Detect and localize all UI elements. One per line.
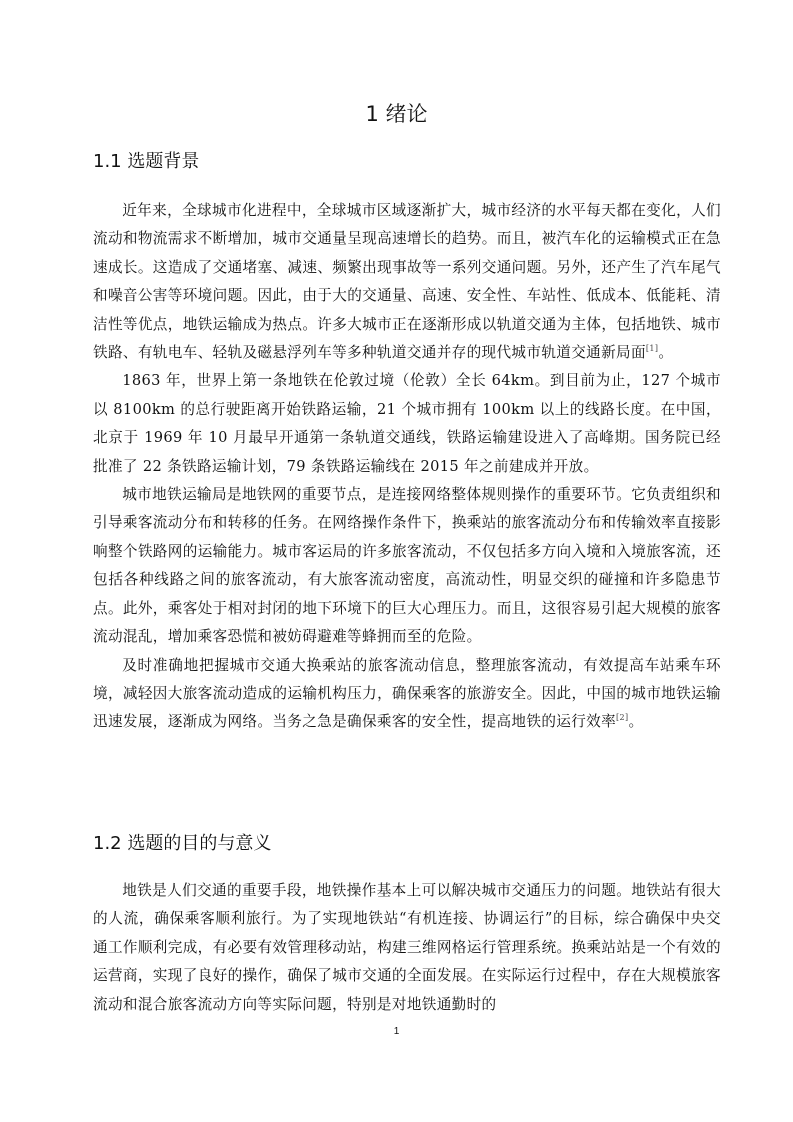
section-body-background (93, 197, 721, 737)
paragraph (93, 197, 721, 367)
paragraph-text: 及时准确地把握城市交通大换乘站的旅客流动信息，整理旅客流动，有效提高车站乘车环境，减轻因大旅客流动造成的运输机构压力，确保乘客的旅游安全。因此，中国的城市地铁运输迅速发展，逐渐成为网络。当务之急是确保乘客的安全性，提高地铁的运行效率 (93, 656, 721, 731)
paragraph (93, 877, 721, 1019)
paragraph-end-punct: 。 (628, 713, 644, 731)
paragraph (93, 481, 721, 651)
paragraph (93, 367, 721, 481)
section-heading-background: 1.1 选题背景 (93, 151, 200, 172)
page-number: 1 (393, 1026, 400, 1037)
citation-ref: [2] (616, 713, 629, 723)
citation-ref: [1] (645, 344, 659, 354)
chapter-title: 1 绪论 (365, 102, 428, 126)
paragraph-text: 近年来，全球城市化进程中，全球城市区域逐渐扩大，城市经济的水平每天都在变化，人们流动和物流需求不断增加，城市交通量呈现高速增长的趋势。而且，被汽车化的运输模式正在急速成长。这造成了交通堵塞、减速、频繁出现事故等一系列交通问题。另外，还产生了汽车尾气和噪音公害等环境问题。因此，由于大的交通量、高速、安全性、车站性、低成本、低能耗、清洁性等优点，地铁运输成为热点。许多大城市正在逐渐形成以轨道交通为主体，包括地铁、城市铁路、有轨电车、轻轨及磁悬浮列车等多种轨道交通并存的现代城市轨道交通新局面 (93, 202, 721, 362)
section-body-purpose (93, 877, 721, 1019)
paragraph-text: 城市地铁运输局是地铁网的重要节点，是连接网络整体规则操作的重要环节。它负责组织和引导乘客流动分布和转移的任务。在网络操作条件下，换乘站的旅客流动分布和传输效率直接影响整个铁路网的运输能力。城市客运局的许多旅客流动，不仅包括多方向入境和入境旅客流，还包括各种线路之间的旅客流动，有大旅客流动密度，高流动性，明显交织的碰撞和许多隐患节点。此外，乘客处于相对封闭的地下环境下的巨大心理压力。而且，这很容易引起大规模的旅客流动混乱，增加乘客恐慌和被妨碍避难等蜂拥而至的危险。 (93, 486, 721, 646)
paragraph-text: 1863 年，世界上第一条地铁在伦敦过境（伦敦）全长 64km。到目前为止，127 个城市以 8100km 的总行驶距离开始铁路运输，21 个城市拥有 100km 以上的线路长度。在中国，北京于 1969 年 10 月最早开通第一条轨道交通线，铁路运输建设进入了高峰期。国务院已经批准了 22 条铁路运输计划，79 条铁路运输线在 2015 年之前建成并开放。 (93, 372, 721, 475)
paragraph-text: 地铁是人们交通的重要手段，地铁操作基本上可以解决城市交通压力的问题。地铁站有很大的人流，确保乘客顺利旅行。为了实现地铁站“有机连接、协调运行”的目标，综合确保中央交通工作顺利完成，有必要有效管理移动站，构建三维网格运行管理系统。换乘站站是一个有效的运营商，实现了良好的操作，确保了城市交通的全面发展。在实际运行过程中，存在大规模旅客流动和混合旅客流动方向等实际问题，特别是对地铁通勤时的 (93, 882, 721, 1013)
paragraph (93, 652, 721, 737)
paragraph-end-punct: 。 (658, 344, 674, 362)
section-heading-purpose: 1.2 选题的目的与意义 (93, 833, 272, 854)
